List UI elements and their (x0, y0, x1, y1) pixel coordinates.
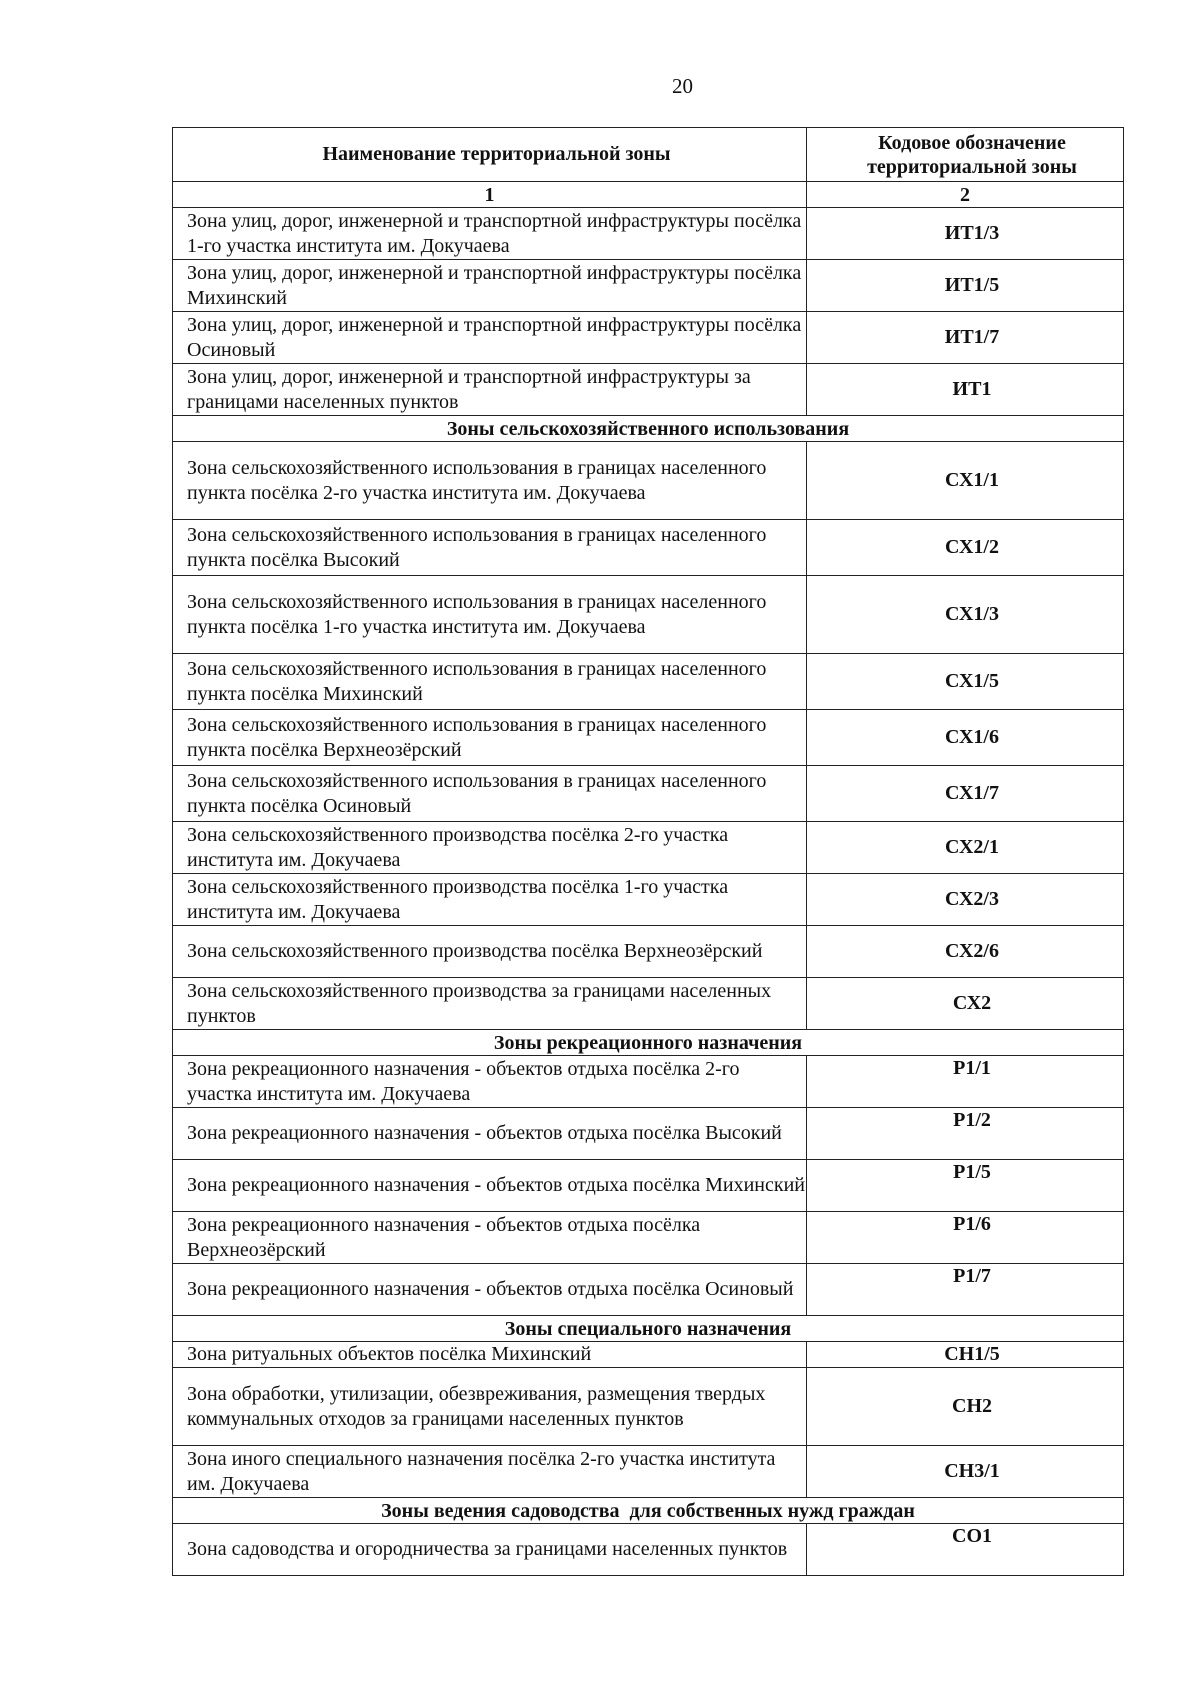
zone-name: Зона улиц, дорог, инженерной и транспортной инфраструктуры за границами населенных пунктов (173, 364, 807, 416)
zone-name: Зона рекреационного назначения - объектов отдыха посёлка 2-го участка института им. Докучаева (173, 1056, 807, 1108)
section-row (173, 416, 1124, 442)
zone-name: Зона ритуальных объектов посёлка Михинский (173, 1342, 807, 1368)
zone-code: ИТ1 (807, 364, 1124, 416)
column-header-code: Кодовое обозначение территориальной зоны (807, 128, 1124, 182)
section-title: Зоны рекреационного назначения (173, 1030, 1124, 1056)
zone-code: СХ1/6 (807, 710, 1124, 766)
zone-name: Зона рекреационного назначения - объектов отдыха посёлка Михинский (173, 1160, 807, 1212)
table-row (173, 1056, 1124, 1108)
zone-code: СХ1/7 (807, 766, 1124, 822)
section-title: Зоны специального назначения (173, 1316, 1124, 1342)
table-row (173, 1342, 1124, 1368)
zone-name: Зона сельскохозяйственного использования в границах населенного пункта посёлка 1-го участка института им. Докучаева (173, 576, 807, 654)
zone-code: СХ1/2 (807, 520, 1124, 576)
zone-code: СХ2 (807, 978, 1124, 1030)
section-title: Зоны ведения садоводства для собственных нужд граждан (173, 1498, 1124, 1524)
table-row (173, 874, 1124, 926)
zone-code: СН2 (807, 1368, 1124, 1446)
column-header-name: Наименование территориальной зоны (173, 128, 807, 182)
zone-name: Зона сельскохозяйственного производства посёлка 2-го участка института им. Докучаева (173, 822, 807, 874)
zone-code: Р1/1 (807, 1056, 1124, 1108)
table-row (173, 312, 1124, 364)
table-row (173, 654, 1124, 710)
zone-code: СО1 (807, 1524, 1124, 1576)
zone-name: Зона улиц, дорог, инженерной и транспортной инфраструктуры посёлка 1-го участка института им. Докучаева (173, 208, 807, 260)
section-row (173, 1316, 1124, 1342)
zone-name: Зона улиц, дорог, инженерной и транспортной инфраструктуры посёлка Михинский (173, 260, 807, 312)
table-header-row (173, 128, 1124, 182)
table-row (173, 260, 1124, 312)
zone-name: Зона сельскохозяйственного производства за границами населенных пунктов (173, 978, 807, 1030)
zone-name: Зона сельскохозяйственного использования в границах населенного пункта посёлка Верхнеозёрский (173, 710, 807, 766)
table-row (173, 1160, 1124, 1212)
section-title: Зоны сельскохозяйственного использования (173, 416, 1124, 442)
table-row (173, 208, 1124, 260)
table-row (173, 1108, 1124, 1160)
zone-name: Зона рекреационного назначения - объектов отдыха посёлка Верхнеозёрский (173, 1212, 807, 1264)
table-row (173, 1264, 1124, 1316)
zone-name: Зона сельскохозяйственного использования в границах населенного пункта посёлка Михинский (173, 654, 807, 710)
zone-code: Р1/6 (807, 1212, 1124, 1264)
territorial-zones-table (172, 127, 1124, 1576)
zone-name: Зона сельскохозяйственного производства посёлка Верхнеозёрский (173, 926, 807, 978)
table-row (173, 766, 1124, 822)
zone-code: СХ2/6 (807, 926, 1124, 978)
zone-name: Зона сельскохозяйственного использования в границах населенного пункта посёлка Высокий (173, 520, 807, 576)
zone-code: СХ1/3 (807, 576, 1124, 654)
zone-name: Зона садоводства и огородничества за границами населенных пунктов (173, 1524, 807, 1576)
zone-code: Р1/2 (807, 1108, 1124, 1160)
zone-name: Зона сельскохозяйственного использования в границах населенного пункта посёлка Осиновый (173, 766, 807, 822)
zone-code: ИТ1/5 (807, 260, 1124, 312)
column-index-code: 2 (807, 182, 1124, 208)
zone-code: Р1/5 (807, 1160, 1124, 1212)
table-row (173, 1446, 1124, 1498)
table-row (173, 978, 1124, 1030)
zone-name: Зона сельскохозяйственного использования в границах населенного пункта посёлка 2-го участка института им. Докучаева (173, 442, 807, 520)
zone-code: СХ1/5 (807, 654, 1124, 710)
zone-code: СХ2/1 (807, 822, 1124, 874)
table-row (173, 1368, 1124, 1446)
zone-name: Зона обработки, утилизации, обезвреживания, размещения твердых коммунальных отходов за границами населенных пунктов (173, 1368, 807, 1446)
table-row (173, 710, 1124, 766)
table-row (173, 520, 1124, 576)
zone-name: Зона иного специального назначения посёлка 2-го участка института им. Докучаева (173, 1446, 807, 1498)
section-row (173, 1030, 1124, 1056)
zone-name: Зона рекреационного назначения - объектов отдыха посёлка Осиновый (173, 1264, 807, 1316)
table-row (173, 364, 1124, 416)
table-row (173, 822, 1124, 874)
page-number: 20 (672, 74, 693, 98)
zone-name: Зона сельскохозяйственного производства посёлка 1-го участка института им. Докучаева (173, 874, 807, 926)
zone-code: СХ2/3 (807, 874, 1124, 926)
table-row (173, 576, 1124, 654)
section-row (173, 1498, 1124, 1524)
zone-code: СН1/5 (807, 1342, 1124, 1368)
zone-name: Зона улиц, дорог, инженерной и транспортной инфраструктуры посёлка Осиновый (173, 312, 807, 364)
column-index-row (173, 182, 1124, 208)
column-index-name: 1 (173, 182, 807, 208)
zone-code: ИТ1/3 (807, 208, 1124, 260)
zone-code: СН3/1 (807, 1446, 1124, 1498)
zone-name: Зона рекреационного назначения - объектов отдыха посёлка Высокий (173, 1108, 807, 1160)
table-row (173, 926, 1124, 978)
table-row (173, 1212, 1124, 1264)
table-row (173, 1524, 1124, 1576)
zone-code: СХ1/1 (807, 442, 1124, 520)
zone-code: Р1/7 (807, 1264, 1124, 1316)
zone-code: ИТ1/7 (807, 312, 1124, 364)
table-row (173, 442, 1124, 520)
